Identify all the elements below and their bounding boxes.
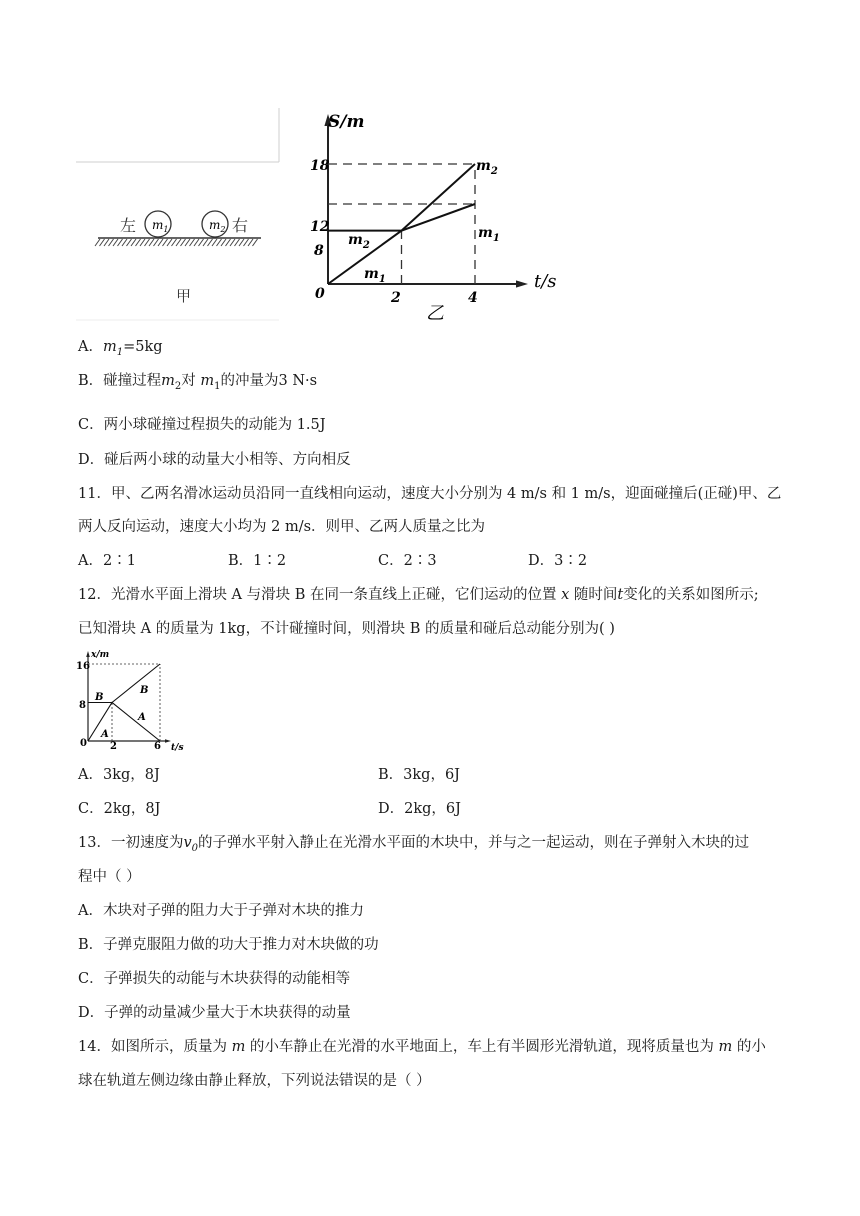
label-b-before: B (95, 692, 104, 703)
hatch-stroke (122, 239, 127, 246)
y-tick-18: 18 (310, 158, 330, 174)
q14-stem-line1: 14．如图所示，质量为 m 的小车静止在光滑的水平地面上，车上有半圆形光滑轨道，现将质量也为 m 的小 (78, 1039, 766, 1055)
series-label-m1-end: $m_1$ (478, 225, 500, 244)
hatch-stroke (212, 239, 217, 246)
x-tick-2: 2 (110, 741, 117, 752)
hatch-stroke (131, 239, 136, 246)
y-axis-arrow (86, 651, 90, 657)
q13-option-a: A．木块对子弹的阻力大于子弹对木块的推力 (78, 903, 364, 919)
x-tick-4: 4 (468, 290, 478, 306)
y-tick-16: 16 (76, 661, 90, 672)
q12-stem-line1: 12．光滑水平面上滑块 A 与滑块 B 在同一条直线上正碰，它们运动的位置 x 随时间t变化的关系如图所示; (78, 587, 759, 603)
y-axis-label: x/m (91, 650, 110, 660)
x-tick-6: 6 (154, 741, 161, 752)
figure-jia (76, 108, 286, 323)
ball-m2-label: $m_2$ (209, 218, 226, 234)
series-line-A (88, 703, 160, 742)
hatch-stroke (244, 239, 249, 246)
ground-hatching (95, 239, 258, 246)
hatch-stroke (154, 239, 159, 246)
y-tick-8: 8 (79, 700, 86, 711)
hatch-stroke (145, 239, 150, 246)
label-b-after: B (140, 685, 149, 696)
hatch-stroke (217, 239, 222, 246)
x-axis-arrow (516, 280, 528, 287)
ball-m1-label: $m_1$ (152, 218, 169, 234)
label-a-after: A (138, 712, 146, 723)
q10-option-d: D．碰后两小球的动量大小相等、方向相反 (78, 452, 351, 468)
figure-caption-yi: 乙 (426, 303, 444, 324)
x-tick-2: 2 (391, 290, 401, 306)
q10-option-c: C．两小球碰撞过程损失的动能为 1.5J (78, 417, 326, 433)
hatch-stroke (127, 239, 132, 246)
hatch-stroke (104, 239, 109, 246)
q11-option-b: B．1∶2 (228, 553, 287, 569)
q12-option-d: D．2kg，6J (378, 801, 461, 817)
q12-option-a: A．3kg，8J (78, 767, 160, 783)
q11-stem-line1: 11．甲、乙两名滑冰运动员沿同一直线相向运动，速度大小分别为 4 m/s 和 1 m/s，迎面碰撞后(正碰)甲、乙 (78, 486, 782, 502)
q14-stem-line2: 球在轨道左侧边缘由静止释放，下列说法错误的是（ ） (78, 1073, 431, 1089)
q12-stem-line2: 已知滑块 A 的质量为 1kg，不计碰撞时间，则滑块 B 的质量和碰后总动能分别为( ) (78, 621, 615, 637)
q10-option-a: A．$m_1=5kg$ (78, 339, 163, 358)
series-label-m2-end: $m_2$ (476, 158, 498, 177)
hatch-stroke (208, 239, 213, 246)
hatch-stroke (203, 239, 208, 246)
hatch-stroke (185, 239, 190, 246)
q11-option-d: D．3∶2 (528, 553, 588, 569)
hatch-stroke (190, 239, 195, 246)
hatch-stroke (239, 239, 244, 246)
origin-label: 0 (315, 286, 325, 302)
hatch-stroke (253, 239, 258, 246)
hatch-stroke (113, 239, 118, 246)
left-label: 左 (120, 216, 137, 235)
q12-option-c: C．2kg，8J (78, 801, 161, 817)
hatch-stroke (118, 239, 123, 246)
hatch-stroke (140, 239, 145, 246)
y-tick-8: 8 (314, 243, 324, 259)
series-label-m1-start: $m_1$ (364, 266, 386, 285)
hatch-stroke (172, 239, 177, 246)
q13-option-c: C．子弹损失的动能与木块获得的动能相等 (78, 971, 351, 987)
hatch-stroke (230, 239, 235, 246)
chart-plot-area (324, 114, 528, 288)
hatch-stroke (194, 239, 199, 246)
q13-option-b: B．子弹克服阻力做的功大于推力对木块做的功 (78, 937, 379, 953)
series-label-m2-start: $m_2$ (348, 232, 370, 251)
q13-option-d: D．子弹的动量减少量大于木块获得的动量 (78, 1005, 351, 1021)
q13-stem-line2: 程中（ ） (78, 869, 141, 885)
hatch-stroke (149, 239, 154, 246)
q11-stem-line2: 两人反向运动，速度大小均为 2 m/s．则甲、乙两人质量之比为 (78, 519, 486, 535)
hatch-stroke (163, 239, 168, 246)
hatch-stroke (167, 239, 172, 246)
q11-option-a: A．2∶1 (78, 553, 136, 569)
hatch-stroke (95, 239, 100, 246)
hatch-stroke (176, 239, 181, 246)
right-label: 右 (232, 216, 249, 235)
origin-label: 0 (80, 738, 87, 749)
hatch-stroke (235, 239, 240, 246)
hatch-stroke (100, 239, 105, 246)
series-line-m2 (328, 164, 475, 231)
q13-stem-line1: 13．一初速度为$v_0$的子弹水平射入静止在光滑水平面的木块中，并与之一起运动，则在子弹射入木块的过 (78, 835, 750, 854)
hatch-stroke (109, 239, 114, 246)
q12-option-b: B．3kg，6J (378, 767, 460, 783)
hatch-stroke (199, 239, 204, 246)
figure-yi-chart (300, 104, 580, 326)
hatch-stroke (136, 239, 141, 246)
figure-q12-chart (76, 646, 188, 754)
q10-option-b: B．碰撞过程$m_2$对 $m_1$的冲量为3 N·s (78, 373, 318, 392)
hatch-stroke (226, 239, 231, 246)
hatch-stroke (221, 239, 226, 246)
y-tick-12: 12 (310, 219, 330, 235)
q11-option-c: C．2∶3 (378, 553, 437, 569)
y-axis-label: S/m (328, 112, 365, 132)
label-a-before: A (101, 729, 109, 740)
hatch-stroke (248, 239, 253, 246)
hatch-stroke (158, 239, 163, 246)
x-axis-label: t/s (534, 271, 557, 292)
x-axis-label: t/s (171, 743, 184, 753)
figure-caption-jia: 甲 (176, 287, 192, 305)
hatch-stroke (181, 239, 186, 246)
